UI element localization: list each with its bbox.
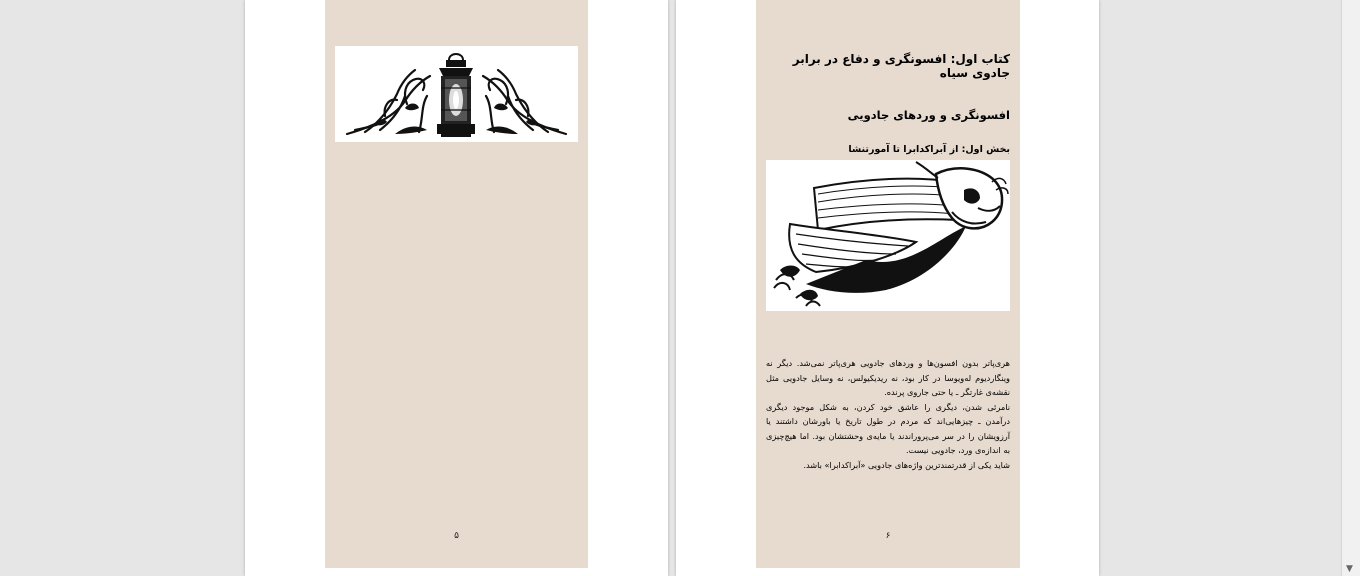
body-paragraph: هری‌پاتر بدون افسون‌ها و وردهای جادویی هری‌پاتر نمی‌شد. دیگر نه وینگاردیوم لەویوسا در کار بود، نه ریدیکیولس، نه وسایل جادویی مثل نقشه‌ی غارتگر ـ یا حتی جاروی پرنده. — [766, 358, 1010, 397]
dragon-drawing-image — [766, 160, 1010, 311]
scroll-down-arrow-icon[interactable]: ▼ — [1346, 564, 1353, 574]
page-right-paper — [756, 0, 1020, 568]
body-paragraph: شاید یکی از قدرتمندترین واژه‌های جادویی «آبراکدابرا» باشد. — [803, 459, 1010, 470]
page-number: ۶ — [885, 531, 891, 541]
page-right — [676, 0, 1099, 576]
book-title-heading: کتاب اول: افسونگری و دفاع در برابر جادوی سیاه — [792, 52, 1010, 80]
body-text — [766, 356, 1010, 472]
section-heading: بخش اول: از آبراکدابرا تا آمورتنشا — [848, 144, 1010, 155]
body-paragraph: نامرئی شدن، دیگری را عاشق خود کردن، به شکل موجود دیگری درآمدن ـ چیزهایی‌اند که مردم در طول تاریخ یا باورشان داشتند یا آرزویشان را در سر می‌پروراندند یا مایه‌ی وحشتشان بود. اما هیچ‌چیزی به اندازه‌ی ورد، جادویی نیست. — [766, 401, 1010, 455]
page-number: ۵ — [454, 531, 459, 541]
vertical-scrollbar[interactable] — [1341, 0, 1360, 576]
page-left — [245, 0, 668, 576]
chapter-heading: افسونگری و وردهای جادویی — [847, 108, 1010, 122]
lantern-ornament-image — [335, 46, 578, 142]
page-left-paper — [325, 0, 588, 568]
